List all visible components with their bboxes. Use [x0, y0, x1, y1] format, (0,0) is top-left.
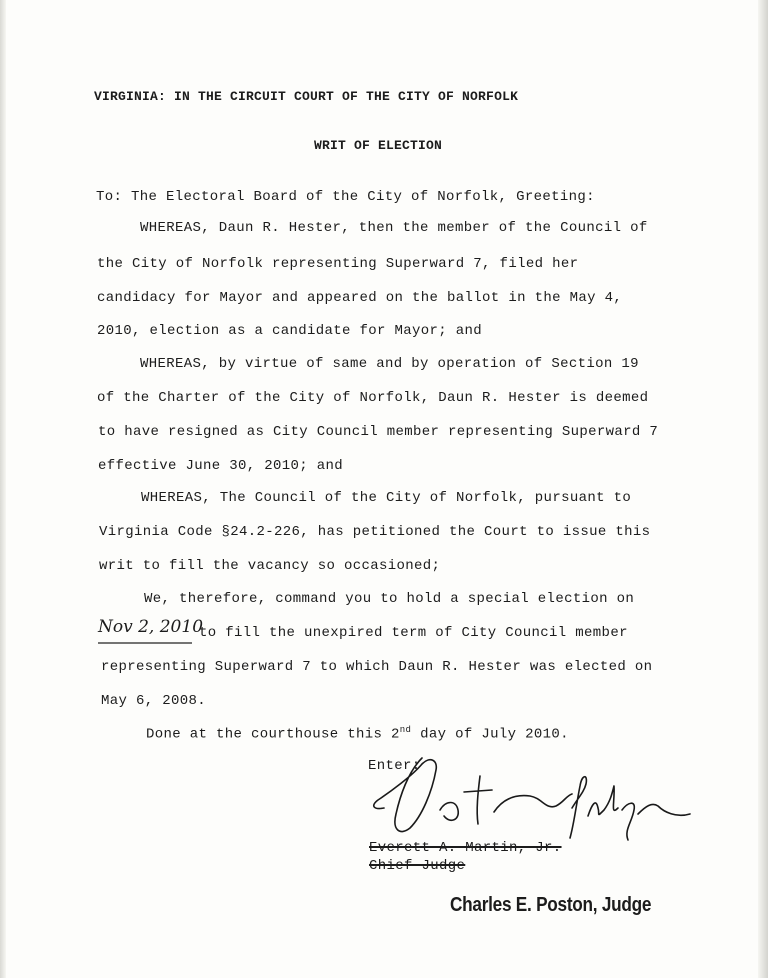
document-title: WRIT OF ELECTION [314, 138, 443, 153]
paragraph-line: of the Charter of the City of Norfolk, Daun R. Hester is deemed [97, 390, 649, 406]
paragraph-line: the City of Norfolk representing Superward 7, filed her [97, 256, 579, 272]
judge-name-stamp: Charles E. Poston, Judge [450, 894, 652, 916]
done-line [146, 725, 569, 743]
salutation: To: The Electoral Board of the City of Norfolk, Greeting: [96, 189, 595, 205]
paragraph-line: WHEREAS, The Council of the City of Norfolk, pursuant to [141, 490, 632, 506]
done-suffix: day of July 2010. [411, 726, 569, 743]
paragraph-line: We, therefore, command you to hold a special election on [144, 591, 635, 607]
done-ordinal: nd [399, 725, 412, 735]
paragraph-line: 2010, election as a candidate for Mayor; and [97, 323, 483, 339]
enter-label: Enter: [368, 758, 421, 774]
done-prefix: Done at the courthouse this 2 [146, 726, 400, 743]
court-heading: VIRGINIA: IN THE CIRCUIT COURT OF THE CITY OF NORFOLK [94, 89, 519, 104]
paragraph-line: WHEREAS, by virtue of same and by operation of Section 19 [140, 356, 639, 372]
judge-signature [360, 752, 700, 852]
paragraph-line: WHEREAS, Daun R. Hester, then the member of the Council of [140, 220, 648, 236]
paragraph-line: writ to fill the vacancy so occasioned; [99, 558, 441, 574]
struck-judge-title: Chief Judge [369, 858, 466, 874]
handwritten-underline [96, 640, 196, 646]
paragraph-line: to fill the unexpired term of City Council member [199, 625, 628, 641]
paragraph-line: candidacy for Mayor and appeared on the ballot in the May 4, [97, 290, 623, 306]
struck-judge-name: Everett A. Martin, Jr. [369, 840, 562, 856]
scan-edge-left [0, 0, 6, 978]
scan-edge-right [758, 0, 768, 978]
paragraph-line: May 6, 2008. [101, 693, 207, 709]
paragraph-line: effective June 30, 2010; and [98, 458, 344, 474]
paragraph-line: to have resigned as City Council member representing Superward 7 [98, 424, 659, 440]
paragraph-line: Virginia Code §24.2-226, has petitioned the Court to issue this [99, 524, 651, 540]
handwritten-election-date: Nov 2, 2010 [98, 617, 204, 637]
paragraph-line: representing Superward 7 to which Daun R. Hester was elected on [101, 659, 653, 675]
